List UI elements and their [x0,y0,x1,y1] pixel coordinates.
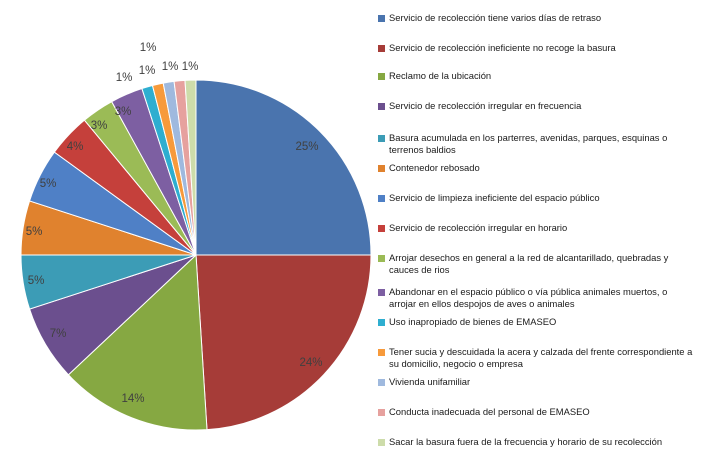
legend-swatch [378,73,385,80]
legend-label: Tener sucia y descuidada la acera y calzada del frente correspondiente a su domicilio, negocio o empresa [389,346,693,369]
legend-item [378,162,696,174]
legend-label: Servicio de recolección tiene varios días de retraso [389,12,602,23]
slice-data-label: 5% [25,226,43,238]
legend-label: Servicio de recolección ineficiente no recoge la basura [389,42,616,53]
legend-item [378,70,696,82]
legend-item [378,346,696,370]
legend-item [378,316,696,328]
slice-data-label: 3% [90,120,108,132]
legend-swatch [378,165,385,172]
slice-data-label: 24% [299,357,323,369]
slice-data-label: 1% [161,61,179,73]
legend-item [378,12,696,24]
legend-label: Basura acumulada en los parterres, avenidas, parques, esquinas o terrenos baldios [389,132,668,155]
legend-swatch [378,289,385,296]
legend-item [378,252,696,276]
legend-swatch [378,255,385,262]
legend-swatch [378,135,385,142]
legend-label: Abandonar en el espacio público o vía pública animales muertos, o arrojar en ellos despojos de aves o animales [389,286,668,309]
legend-swatch [378,439,385,446]
legend-label: Uso inapropiado de bienes de EMASEO [389,316,557,327]
slice-data-label: 1% [139,42,157,54]
legend-label: Servicio de limpieza ineficiente del espacio público [389,192,600,203]
slice-data-label: 3% [114,106,132,118]
slice-data-label: 4% [66,141,84,153]
legend-label: Sacar la basura fuera de la frecuencia y horario de su recolección [389,436,663,447]
pie-slice [196,80,371,255]
legend-item [378,436,696,448]
legend-item [378,222,696,234]
legend-label: Conducta inadecuada del personal de EMASEO [389,406,590,417]
legend-label: Vivienda unifamiliar [389,376,471,387]
legend-swatch [378,195,385,202]
slice-data-label: 1% [115,72,133,84]
pie-slices [21,80,371,430]
slice-data-label: 1% [181,61,199,73]
legend-swatch [378,15,385,22]
legend-item [378,192,696,204]
legend-swatch [378,409,385,416]
legend-item [378,286,696,310]
slice-data-label: 5% [27,275,45,287]
legend-item [378,42,696,54]
legend-swatch [378,103,385,110]
legend-swatch [378,319,385,326]
legend-label: Contenedor rebosado [389,162,480,173]
legend-swatch [378,45,385,52]
legend-label: Reclamo de la ubicación [389,70,492,81]
legend-label: Arrojar desechos en general a la red de alcantarillado, quebradas y cauces de rios [389,252,669,275]
slice-data-label: 7% [49,328,67,340]
legend-swatch [378,225,385,232]
slice-data-label: 5% [39,178,57,190]
legend-item [378,376,696,388]
legend-swatch [378,379,385,386]
legend-item [378,100,696,112]
slice-data-label: 1% [138,65,156,77]
legend-item [378,406,696,418]
legend-item [378,132,696,156]
pie-slice [196,255,371,430]
legend-label: Servicio de recolección irregular en frecuencia [389,100,582,111]
slice-data-label: 25% [295,141,319,153]
legend-label: Servicio de recolección irregular en horario [389,222,568,233]
legend-swatch [378,349,385,356]
slice-data-label: 14% [121,393,145,405]
